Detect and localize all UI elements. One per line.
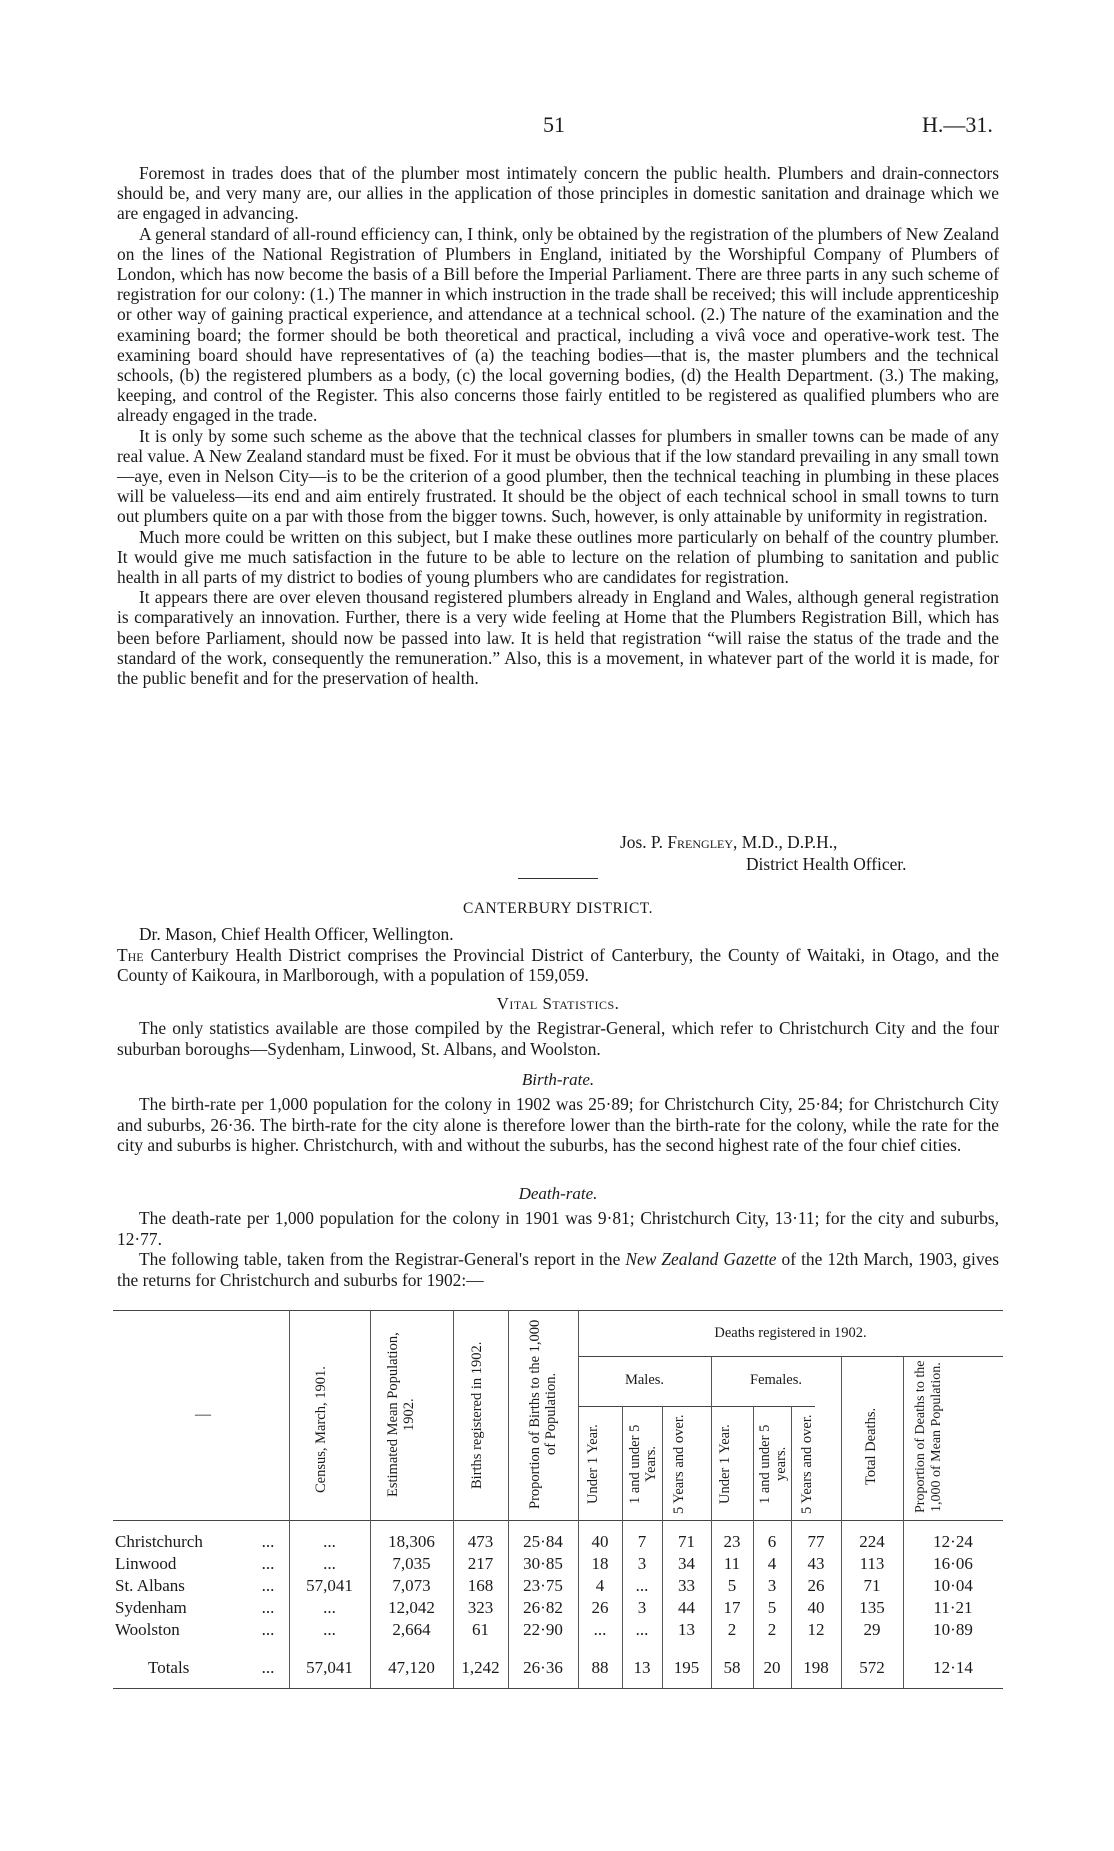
cell-f3: 198 bbox=[803, 1658, 829, 1677]
cell-f1: 2 bbox=[727, 1620, 737, 1639]
cell-m3: 71 bbox=[678, 1532, 695, 1551]
cell-births: 323 bbox=[467, 1598, 494, 1617]
mean-population-column-header: Estimated Mean Population, 1902. bbox=[385, 1332, 417, 1498]
district-heading: CANTERBURY DISTRICT. bbox=[463, 900, 653, 917]
male-under1-header: Under 1 Year. bbox=[585, 1424, 601, 1504]
birth-rate-text: The birth-rate per 1,000 population for the colony in 1902 was 25·89; for Christchurch City, 25·84; for Christchurch City and suburbs, 26·36. The birth-rate for the city alone is therefore lower than the birth-rate for the colony, while the rate for the city and suburbs is higher. Christchurch, with and without the suburbs, has the second highest rate of the four chief cities. bbox=[117, 1094, 999, 1155]
row-label: St. Albans bbox=[115, 1576, 185, 1595]
cell-census: ... bbox=[323, 1598, 336, 1617]
cell-total: 572 bbox=[859, 1658, 885, 1677]
cell-total: 135 bbox=[859, 1598, 885, 1617]
cell-m3: 33 bbox=[678, 1576, 695, 1595]
cell-m3: 195 bbox=[673, 1658, 700, 1677]
cell-m3: 13 bbox=[678, 1620, 695, 1639]
table-intro-b: of the 12th March, 1903, gives the returns for Christchurch and suburbs for 1902:— bbox=[117, 1249, 999, 1290]
leader-dots: ... bbox=[261, 1576, 275, 1595]
cell-f2: 20 bbox=[763, 1658, 781, 1677]
leader-dots: ... bbox=[261, 1658, 275, 1677]
row-label: Christchurch bbox=[115, 1532, 203, 1551]
death-rate-text-block bbox=[117, 1208, 999, 1290]
cell-f1: 5 bbox=[727, 1576, 737, 1595]
cell-births: 61 bbox=[472, 1620, 489, 1639]
table-intro-a: The following table, taken from the Registrar-General's report in the bbox=[139, 1249, 626, 1269]
total-deaths-header: Total Deaths. bbox=[863, 1407, 879, 1485]
births-column-header: Births registered in 1902. bbox=[469, 1341, 485, 1489]
cell-total: 224 bbox=[859, 1532, 885, 1551]
census-column-header: Census, March, 1901. bbox=[313, 1366, 329, 1494]
vital-statistics-table bbox=[113, 1310, 1003, 1698]
cell-f1: 11 bbox=[723, 1554, 741, 1573]
cell-f3: 26 bbox=[807, 1576, 825, 1595]
cell-m1: 26 bbox=[591, 1598, 609, 1617]
cell-births: 217 bbox=[467, 1554, 494, 1573]
canterbury-intro bbox=[117, 924, 999, 986]
cell-f2: 3 bbox=[767, 1576, 777, 1595]
report-body bbox=[117, 163, 999, 688]
cell-m1: 18 bbox=[591, 1554, 609, 1573]
paragraph: It is only by some such scheme as the above that the technical classes for plumbers in smaller towns can be made of any real value. A New Zealand standard must be fixed. For it must be obvious that if the low standard prevailing in any small town—aye, even in Nelson City—is to be the criterion of a good plumber, then the technical teaching in plumbing in these places will be valueless—its end and aim entirely frustrated. It should be the object of each technical school in small towns to turn out plumbers quite on a par with those from the bigger towns. Such, however, is only attainable by uniformity in registration. bbox=[117, 425, 999, 527]
cell-death-prop: 16·06 bbox=[933, 1554, 973, 1573]
male-5over-header: 5 Years and over. bbox=[671, 1414, 687, 1514]
row-label: Linwood bbox=[115, 1554, 177, 1573]
cell-births: 473 bbox=[467, 1532, 494, 1551]
cell-m1: 4 bbox=[595, 1576, 605, 1595]
cell-total: 29 bbox=[863, 1620, 881, 1639]
cell-f1: 58 bbox=[723, 1658, 741, 1677]
cell-mean-pop: 47,120 bbox=[388, 1658, 435, 1677]
cell-m1: 40 bbox=[591, 1532, 609, 1551]
cell-birth-prop: 23·75 bbox=[523, 1576, 563, 1595]
header-bottom-rule bbox=[113, 1520, 1003, 1521]
cell-birth-prop: 30·85 bbox=[523, 1554, 563, 1573]
row-label: Sydenham bbox=[115, 1598, 187, 1617]
cell-births: 1,242 bbox=[461, 1658, 500, 1677]
cell-f2: 6 bbox=[767, 1532, 777, 1551]
cell-m3: 44 bbox=[678, 1598, 695, 1617]
vital-statistics-heading: Vital Statistics. bbox=[496, 994, 620, 1013]
leader-dots: ... bbox=[261, 1598, 275, 1617]
death-proportion-header: Proportion of Deaths to the 1,000 of Mean Population. bbox=[913, 1360, 944, 1514]
addressee: Dr. Mason, Chief Health Officer, Wellington. bbox=[139, 924, 454, 944]
deaths-group-header: Deaths registered in 1902. bbox=[714, 1325, 867, 1341]
cell-mean-pop: 18,306 bbox=[388, 1532, 435, 1551]
birth-proportion-column-header: Proportion of Births to the 1,000 of Population. bbox=[527, 1319, 559, 1509]
vital-statistics-text-block bbox=[117, 1018, 999, 1059]
cell-death-prop: 11·21 bbox=[933, 1598, 973, 1617]
cell-f1: 23 bbox=[723, 1532, 741, 1551]
male-1to5-header: 1 and under 5 Years. bbox=[627, 1424, 659, 1504]
cell-death-prop: 12·14 bbox=[933, 1658, 973, 1677]
cell-census: 57,041 bbox=[306, 1576, 353, 1595]
vital-statistics-text: The only statistics available are those compiled by the Registrar-General, which refer to Christchurch City and the four suburban boroughs—Sydenham, Linwood, St. Albans, and Woolston. bbox=[117, 1018, 999, 1059]
leader-dots: ... bbox=[261, 1554, 275, 1573]
row-label: Woolston bbox=[115, 1620, 180, 1639]
table-bottom-rule bbox=[113, 1688, 1003, 1689]
cell-total: 71 bbox=[863, 1576, 881, 1595]
paragraph: It appears there are over eleven thousand registered plumbers already in England and Wales, although general registration is comparatively an innovation. Further, there is a very wide feeling at Home that the Plumbers Registration Bill, which has been before Parliament, should now be passed into law. It is held that registration “will raise the status of the trade and the standard of the work, consequently the remuneration.” Also, this is a movement, in whatever part of the world it is made, for the public benefit and for the preservation of health. bbox=[117, 587, 999, 689]
cell-mean-pop: 12,042 bbox=[388, 1598, 435, 1617]
signature-prefix: Jos. P. bbox=[620, 832, 668, 852]
cell-death-prop: 10·04 bbox=[933, 1576, 973, 1595]
sex-group-rule bbox=[578, 1406, 815, 1407]
cell-f2: 2 bbox=[767, 1620, 777, 1639]
page-number: 51 bbox=[543, 112, 565, 137]
intro-lead: The bbox=[117, 944, 144, 965]
cell-m1: ... bbox=[593, 1620, 607, 1639]
cell-f2: 5 bbox=[767, 1598, 777, 1617]
paragraph: Foremost in trades does that of the plumber most intimately concern the public health. Plumbers and drain-connectors should be, and very many are, our allies in the application of those principles in domestic sanitation and drainage which we are engaged in advancing. bbox=[117, 163, 999, 224]
cell-mean-pop: 7,073 bbox=[392, 1576, 431, 1595]
cell-birth-prop: 26·36 bbox=[523, 1658, 563, 1677]
leader-dots: ... bbox=[261, 1532, 275, 1551]
signature-qualifications: , M.D., D.P.H., bbox=[733, 832, 838, 852]
cell-m2: 3 bbox=[637, 1598, 647, 1617]
females-header: Females. bbox=[750, 1372, 802, 1388]
section-divider bbox=[518, 878, 598, 879]
cell-f3: 43 bbox=[807, 1554, 825, 1573]
birth-rate-text-block bbox=[117, 1094, 999, 1156]
cell-census: ... bbox=[323, 1620, 336, 1639]
female-1to5-header: 1 and under 5 years. bbox=[757, 1424, 789, 1504]
paragraph: A general standard of all-round efficiency can, I think, only be obtained by the registration of the plumbers of New Zealand on the lines of the National Registration of Plumbers in England, initiated by the Worshipful Company of Plumbers of London, which has now become the basis of a Bill before the Imperial Parliament. There are three parts in any such scheme of registration for our colony: (1.) The manner in which instruction in the trade shall be received; this will include apprenticeship or other way of gaining practical experience, and attendance at a technical school. (2.) The nature of the examination and the examining board; the former should be both theoretical and practical, including a vivâ voce and operative-work test. The examining board should have representatives of (a) the teaching bodies—that is, the master plumbers and the technical schools, (b) the registered plumbers as a body, (c) the local governing bodies, (d) the Health Department. (3.) The making, keeping, and control of the Register. This also concerns those fairly entitled to be registered as qualified plumbers who are already engaged in the trade. bbox=[117, 223, 999, 426]
intro-paragraph bbox=[117, 945, 999, 986]
female-under1-header: Under 1 Year. bbox=[717, 1424, 733, 1504]
cell-birth-prop: 25·84 bbox=[523, 1532, 563, 1551]
signature-surname: Frengley bbox=[667, 832, 734, 852]
table-top-rule bbox=[113, 1310, 1003, 1311]
cell-m2: 13 bbox=[633, 1658, 651, 1677]
row-label: Totals bbox=[148, 1658, 190, 1677]
leader-dots: ... bbox=[261, 1620, 275, 1639]
paragraph: Much more could be written on this subject, but I make these outlines more particularly on behalf of the country plumber. It would give me much satisfaction in the future to be able to lecture on the relation of plumbing to sanitation and public health in all parts of my district to bodies of young plumbers who are candidates for registration. bbox=[117, 526, 999, 588]
cell-m2: 3 bbox=[637, 1554, 647, 1573]
table-intro bbox=[117, 1249, 999, 1290]
males-header: Males. bbox=[624, 1372, 665, 1388]
deaths-group-rule bbox=[578, 1356, 1003, 1357]
cell-f3: 40 bbox=[807, 1598, 825, 1617]
birth-rate-heading: Birth-rate. bbox=[521, 1070, 595, 1089]
death-rate-heading: Death-rate. bbox=[518, 1184, 598, 1203]
cell-m2: ... bbox=[635, 1620, 649, 1639]
intro-rest: Canterbury Health District comprises the Provincial District of Canterbury, the County of Waitaki, in Otago, and the County of Kaikoura, in Marlborough, with a population of 159,059. bbox=[117, 944, 999, 985]
cell-census: ... bbox=[323, 1554, 336, 1573]
cell-census: 57,041 bbox=[306, 1658, 353, 1677]
document-reference: H.—31. bbox=[922, 112, 993, 137]
female-5over-header: 5 Years and over. bbox=[799, 1414, 815, 1514]
death-rate-text: The death-rate per 1,000 population for the colony in 1901 was 9·81; Christchurch City, 13·11; for the city and suburbs, 12·77. bbox=[117, 1208, 999, 1249]
cell-death-prop: 10·89 bbox=[933, 1620, 973, 1639]
cell-mean-pop: 7,035 bbox=[392, 1554, 431, 1573]
cell-f3: 12 bbox=[807, 1620, 825, 1639]
cell-births: 168 bbox=[467, 1576, 494, 1595]
cell-birth-prop: 22·90 bbox=[523, 1620, 563, 1639]
cell-f1: 17 bbox=[723, 1598, 741, 1617]
cell-death-prop: 12·24 bbox=[933, 1532, 973, 1551]
signature-name-line bbox=[620, 832, 1020, 852]
signature-title: District Health Officer. bbox=[746, 854, 907, 874]
cell-m2: 7 bbox=[637, 1532, 647, 1551]
cell-census: ... bbox=[323, 1532, 336, 1551]
gazette-title: New Zealand Gazette bbox=[625, 1249, 777, 1269]
cell-f2: 4 bbox=[767, 1554, 777, 1573]
cell-birth-prop: 26·82 bbox=[523, 1598, 563, 1617]
cell-f3: 77 bbox=[807, 1532, 825, 1551]
cell-mean-pop: 2,664 bbox=[392, 1620, 431, 1639]
place-column-header: — bbox=[195, 1406, 211, 1423]
cell-total: 113 bbox=[859, 1554, 885, 1573]
cell-m3: 34 bbox=[678, 1554, 695, 1573]
cell-m2: ... bbox=[635, 1576, 649, 1595]
cell-m1: 88 bbox=[591, 1658, 609, 1677]
